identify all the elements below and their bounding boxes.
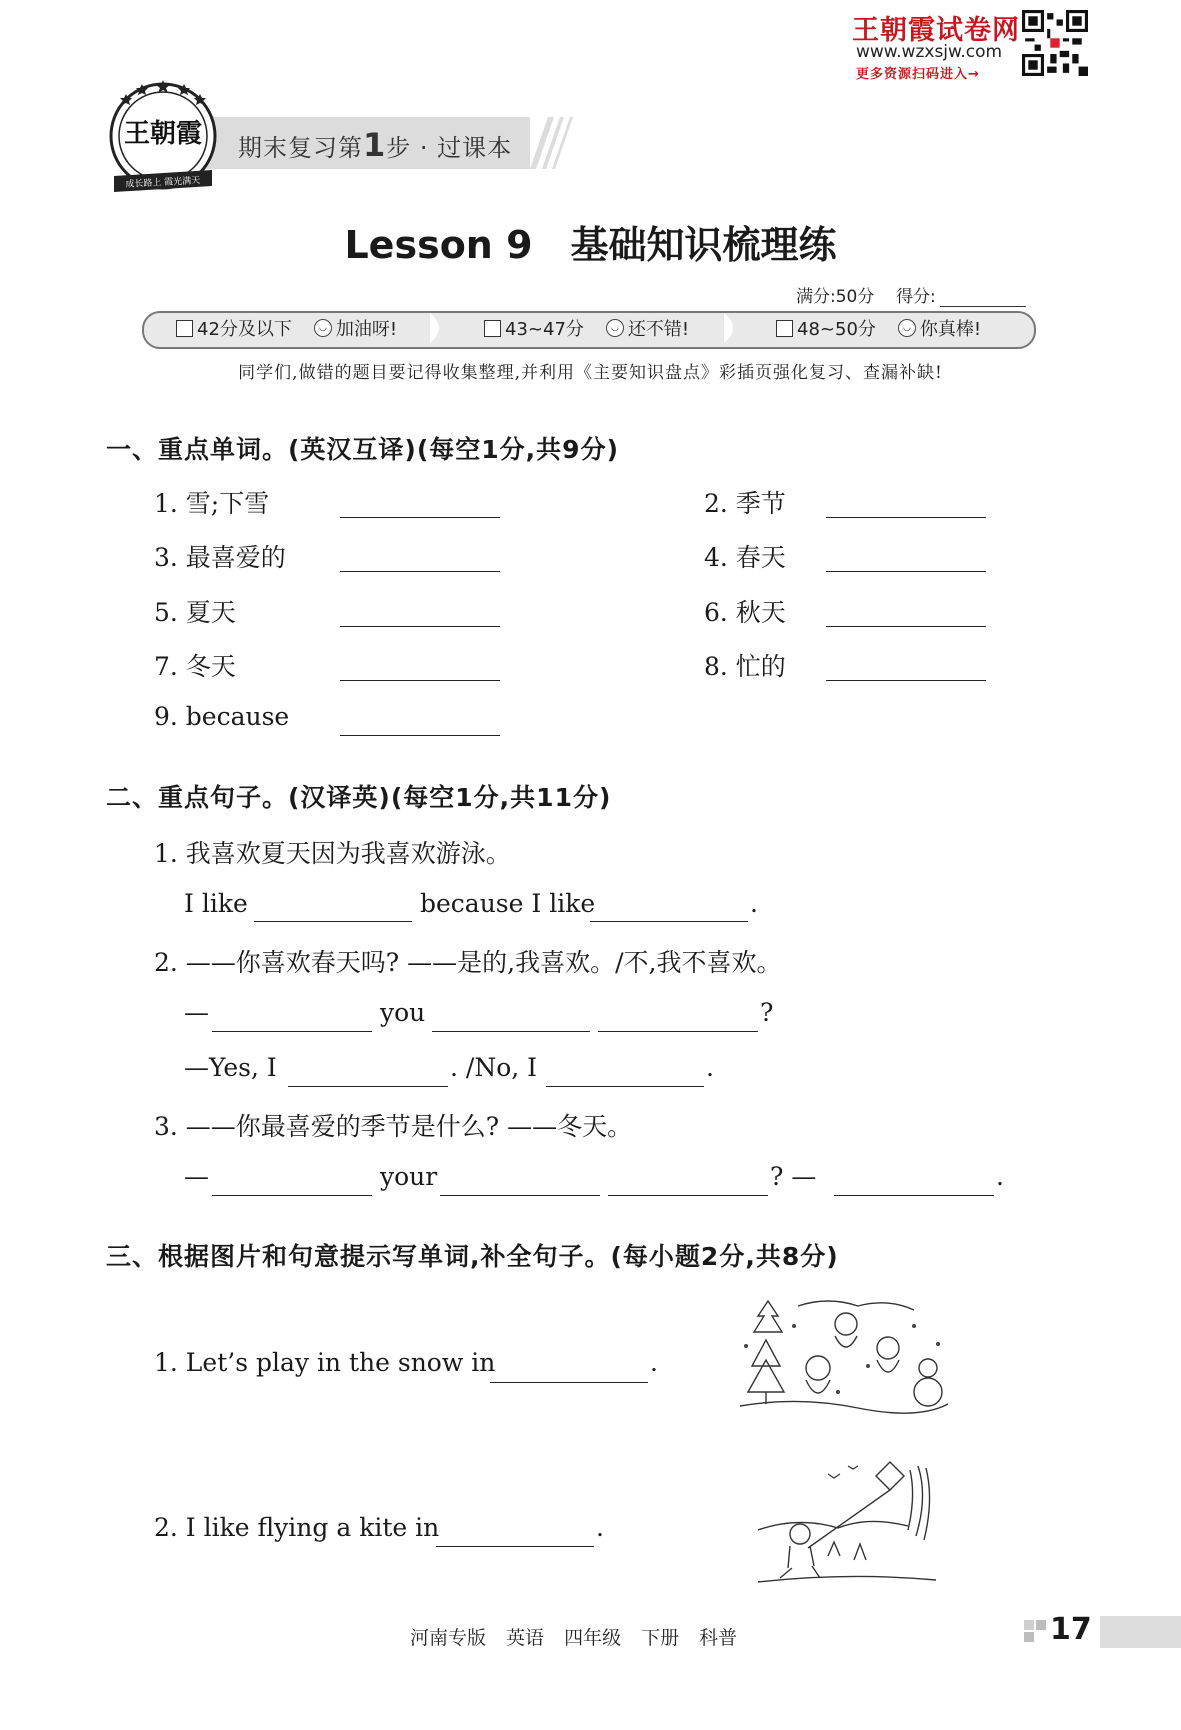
word-item-6: 6. 秋天 [704,598,786,627]
rating-comment-2: 还不错! [627,319,690,340]
sentence-1-part-b: because I like [420,889,596,918]
rating-option-1 [176,313,397,343]
word-item-2: 2. 季节 [704,489,786,518]
banner-stripes [530,117,580,169]
rating-divider-2 [724,313,744,343]
sentence-2-blank-2[interactable] [432,1030,590,1032]
sentence-1-part-a: I like [184,889,248,918]
rating-option-2 [484,313,689,343]
smiley-face-icon: ◡ [606,319,624,337]
rating-checkbox-1[interactable] [176,320,193,337]
word-item-8: 8. 忙的 [704,652,786,681]
winter-snow-illustration [738,1296,950,1416]
word-item-1: 1. 雪;下雪 [154,489,270,518]
sentence-2-you: you [380,998,426,1027]
sentence-2-yes: —Yes, I [184,1053,277,1082]
picture-question-1: 1. Let’s play in the snow in [154,1348,496,1377]
banner-post: 步 · 过课本 [386,134,513,162]
sentence-3-dash: — [184,1162,209,1191]
got-score-blank[interactable] [940,290,1026,307]
badge-name: 王朝霞 [123,119,203,149]
sentence-3-blank-4[interactable] [834,1194,994,1196]
sentence-2-blank-4[interactable] [288,1085,448,1087]
page-number: 17 [1050,1612,1092,1647]
sentence-3-blank-2[interactable] [440,1194,600,1196]
got-score-label: 得分: [895,287,936,307]
review-hint: 同学们,做错的题目要记得收集整理,并利用《主要知识盘点》彩插页强化复习、查漏补缺! [238,363,943,383]
banner-step: 1 [363,126,387,164]
rating-range-3: 48~50分 [797,319,876,340]
word-item-5: 5. 夏天 [154,598,236,627]
word-item-4: 4. 春天 [704,543,786,572]
section-1-title: 一、重点单词。(英汉互译)(每空1分,共9分) [106,435,619,464]
answer-blank-2[interactable] [826,516,986,518]
full-score: 满分:50分 [796,287,875,307]
brand-badge-logo [104,76,222,206]
sentence-1-end: . [750,889,758,918]
badge-ribbon: 成长路上 霞光满天 [125,176,201,190]
answer-blank-8[interactable] [826,679,986,681]
sentence-1-blank-1[interactable] [254,920,412,922]
sentence-2-blank-5[interactable] [546,1085,704,1087]
qr-code-icon [1022,10,1088,76]
sentence-2-chinese: 2. ——你喜欢春天吗? ——是的,我喜欢。/不,我不喜欢。 [154,948,782,977]
brand-url: www.wzxsjw.com [856,42,1003,62]
score-line [796,282,1026,307]
brand-name: 王朝霞试卷网 [852,15,1020,46]
sentence-2-blank-1[interactable] [212,1030,372,1032]
sentence-3-blank-1[interactable] [212,1194,372,1196]
rating-comment-1: 加油呀! [335,319,398,340]
picture-blank-1[interactable] [490,1381,648,1383]
rating-checkbox-2[interactable] [484,320,501,337]
banner-pre: 期末复习第 [238,134,363,162]
word-item-3: 3. 最喜爱的 [154,543,286,572]
sentence-3-chinese: 3. ——你最喜爱的季节是什么? ——冬天。 [154,1112,633,1141]
sentence-2-dash: — [184,998,209,1027]
answer-blank-9[interactable] [340,734,500,736]
sentence-2-end: . [706,1053,714,1082]
page-corner-squares [1024,1620,1048,1644]
answer-blank-7[interactable] [340,679,500,681]
sentence-1-blank-2[interactable] [590,920,748,922]
section-2-title: 二、重点句子。(汉译英)(每空1分,共11分) [106,783,612,812]
picture-question-2-end: . [596,1513,604,1542]
smiley-face-icon: ◡ [898,319,916,337]
rating-comment-3: 你真棒! [919,319,982,340]
rating-option-3 [776,313,981,343]
banner-text [238,126,512,164]
word-item-9: 9. because [154,702,290,731]
rating-range-2: 43~47分 [505,319,584,340]
sentence-3-end: . [996,1162,1004,1191]
picture-question-1-end: . [650,1348,658,1377]
rating-range-1: 42分及以下 [197,319,292,340]
page-title: Lesson 9 基础知识梳理练 [344,223,837,267]
sentence-2-no: . /No, I [450,1053,538,1082]
rating-checkbox-3[interactable] [776,320,793,337]
answer-blank-6[interactable] [826,625,986,627]
picture-blank-2[interactable] [436,1545,594,1547]
sentence-3-your: your [380,1162,438,1191]
sentence-1-chinese: 1. 我喜欢夏天因为我喜欢游泳。 [154,839,511,868]
answer-blank-3[interactable] [340,570,500,572]
sentence-3-blank-3[interactable] [608,1194,768,1196]
answer-blank-1[interactable] [340,516,500,518]
section-3-title: 三、根据图片和句意提示写单词,补全句子。(每小题2分,共8分) [106,1242,839,1271]
answer-blank-5[interactable] [340,625,500,627]
picture-question-2: 2. I like flying a kite in [154,1513,440,1542]
sentence-3-question-mark: ? — [770,1162,817,1191]
footer-edition: 河南专版 英语 四年级 下册 科普 [410,1627,738,1649]
spring-kite-illustration [758,1456,938,1584]
rating-divider-1 [430,313,450,343]
page-number-bar [1100,1616,1181,1648]
brand-tagline: 更多资源扫码进入→ [856,67,980,82]
sentence-2-blank-3[interactable] [598,1030,758,1032]
smiley-face-icon: ◡ [314,319,332,337]
answer-blank-4[interactable] [826,570,986,572]
word-item-7: 7. 冬天 [154,652,236,681]
sentence-2-question-mark: ? [760,998,774,1027]
